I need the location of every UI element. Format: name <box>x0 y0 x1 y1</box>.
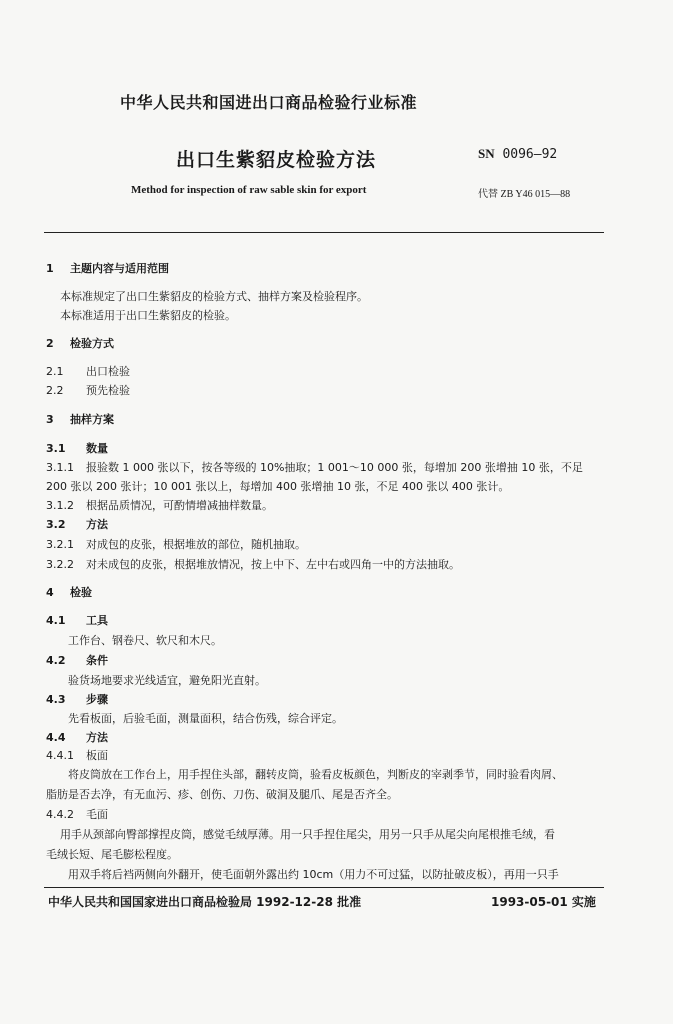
clause: 3.1.1 报验数 1 000 张以下，按各等级的 10%抽取；1 001～10 000 张，每增加 200 张增抽 10 张，不足 <box>46 461 583 474</box>
section-heading: 3 抽样方案 <box>46 413 114 426</box>
replaces-note: 代替 ZB Y46 015—88 <box>478 189 571 200</box>
clause: 3.2.2 对未成包的皮张，根据堆放情况，按上中下、左中右或四角一中的方法抽取。 <box>46 558 460 571</box>
subsection-heading: 4.1 工具 <box>46 614 108 627</box>
paragraph: 将皮筒放在工作台上，用手捏住头部，翻转皮筒，验看皮板颜色，判断皮的宰剥季节，同时验看肉屑、 <box>68 768 563 781</box>
header-divider <box>44 232 604 233</box>
paragraph: 验货场地要求光线适宜，避免阳光直射。 <box>68 674 266 687</box>
section-heading: 4 检验 <box>46 586 92 599</box>
paragraph: 本标准规定了出口生紫貂皮的检验方式、抽样方案及检验程序。 <box>60 290 368 303</box>
section-heading: 1 主题内容与适用范围 <box>46 262 169 275</box>
subsection-heading: 4.4 方法 <box>46 731 108 744</box>
clause: 2.1 出口检验 <box>46 365 130 378</box>
paragraph: 本标准适用于出口生紫貂皮的检验。 <box>60 309 236 322</box>
approval-line: 中华人民共和国国家进出口商品检验局 1992-12-28 批准 <box>48 895 362 909</box>
paragraph: 用手从颈部向臀部撑捏皮筒，感觉毛绒厚薄。用一只手捏住尾尖，用另一只手从尾尖向尾根推毛绒，看 <box>60 828 555 841</box>
footer-divider <box>44 887 604 888</box>
standard-code <box>478 146 557 162</box>
section-heading: 2 检验方式 <box>46 337 114 350</box>
document-title: 出口生紫貂皮检验方法 <box>176 149 377 171</box>
clause-heading: 4.4.1 板面 <box>46 749 108 762</box>
subsection-heading: 3.2 方法 <box>46 518 108 531</box>
clause: 3.1.2 根据品质情况，可酌情增减抽样数量。 <box>46 499 273 512</box>
standard-category-title: 中华人民共和国进出口商品检验行业标准 <box>120 93 418 112</box>
clause-continuation: 200 张以 200 张计；10 001 张以上，每增加 400 张增抽 10 张，不足 400 张以 400 张计。 <box>46 480 510 493</box>
paragraph: 先看板面，后验毛面，测量面积，结合伤残，综合评定。 <box>68 712 343 725</box>
subsection-heading: 3.1 数量 <box>46 442 108 455</box>
english-title: Method for inspection of raw sable skin for export <box>131 184 367 196</box>
clause-heading: 4.4.2 毛面 <box>46 808 108 821</box>
clause: 3.2.1 对成包的皮张，根据堆放的部位，随机抽取。 <box>46 538 306 551</box>
subsection-heading: 4.3 步骤 <box>46 693 108 706</box>
paragraph: 用双手将后裆两侧向外翻开，使毛面朝外露出约 10cm（用力不可过猛，以防扯破皮板），再用一只手 <box>68 868 559 881</box>
standard-number: 0096—92 <box>502 147 558 162</box>
paragraph: 工作台、钢卷尺、软尺和木尺。 <box>68 634 222 647</box>
implementation-date: 1993-05-01 实施 <box>491 895 596 909</box>
paragraph-continuation: 脂肪是否去净，有无血污、疹、创伤、刀伤、破洞及腿爪、尾是否齐全。 <box>46 788 398 801</box>
standard-prefix: SN <box>478 146 495 161</box>
subsection-heading: 4.2 条件 <box>46 654 108 667</box>
clause: 2.2 预先检验 <box>46 384 130 397</box>
paragraph-continuation: 毛绒长短、尾毛膨松程度。 <box>46 848 178 861</box>
